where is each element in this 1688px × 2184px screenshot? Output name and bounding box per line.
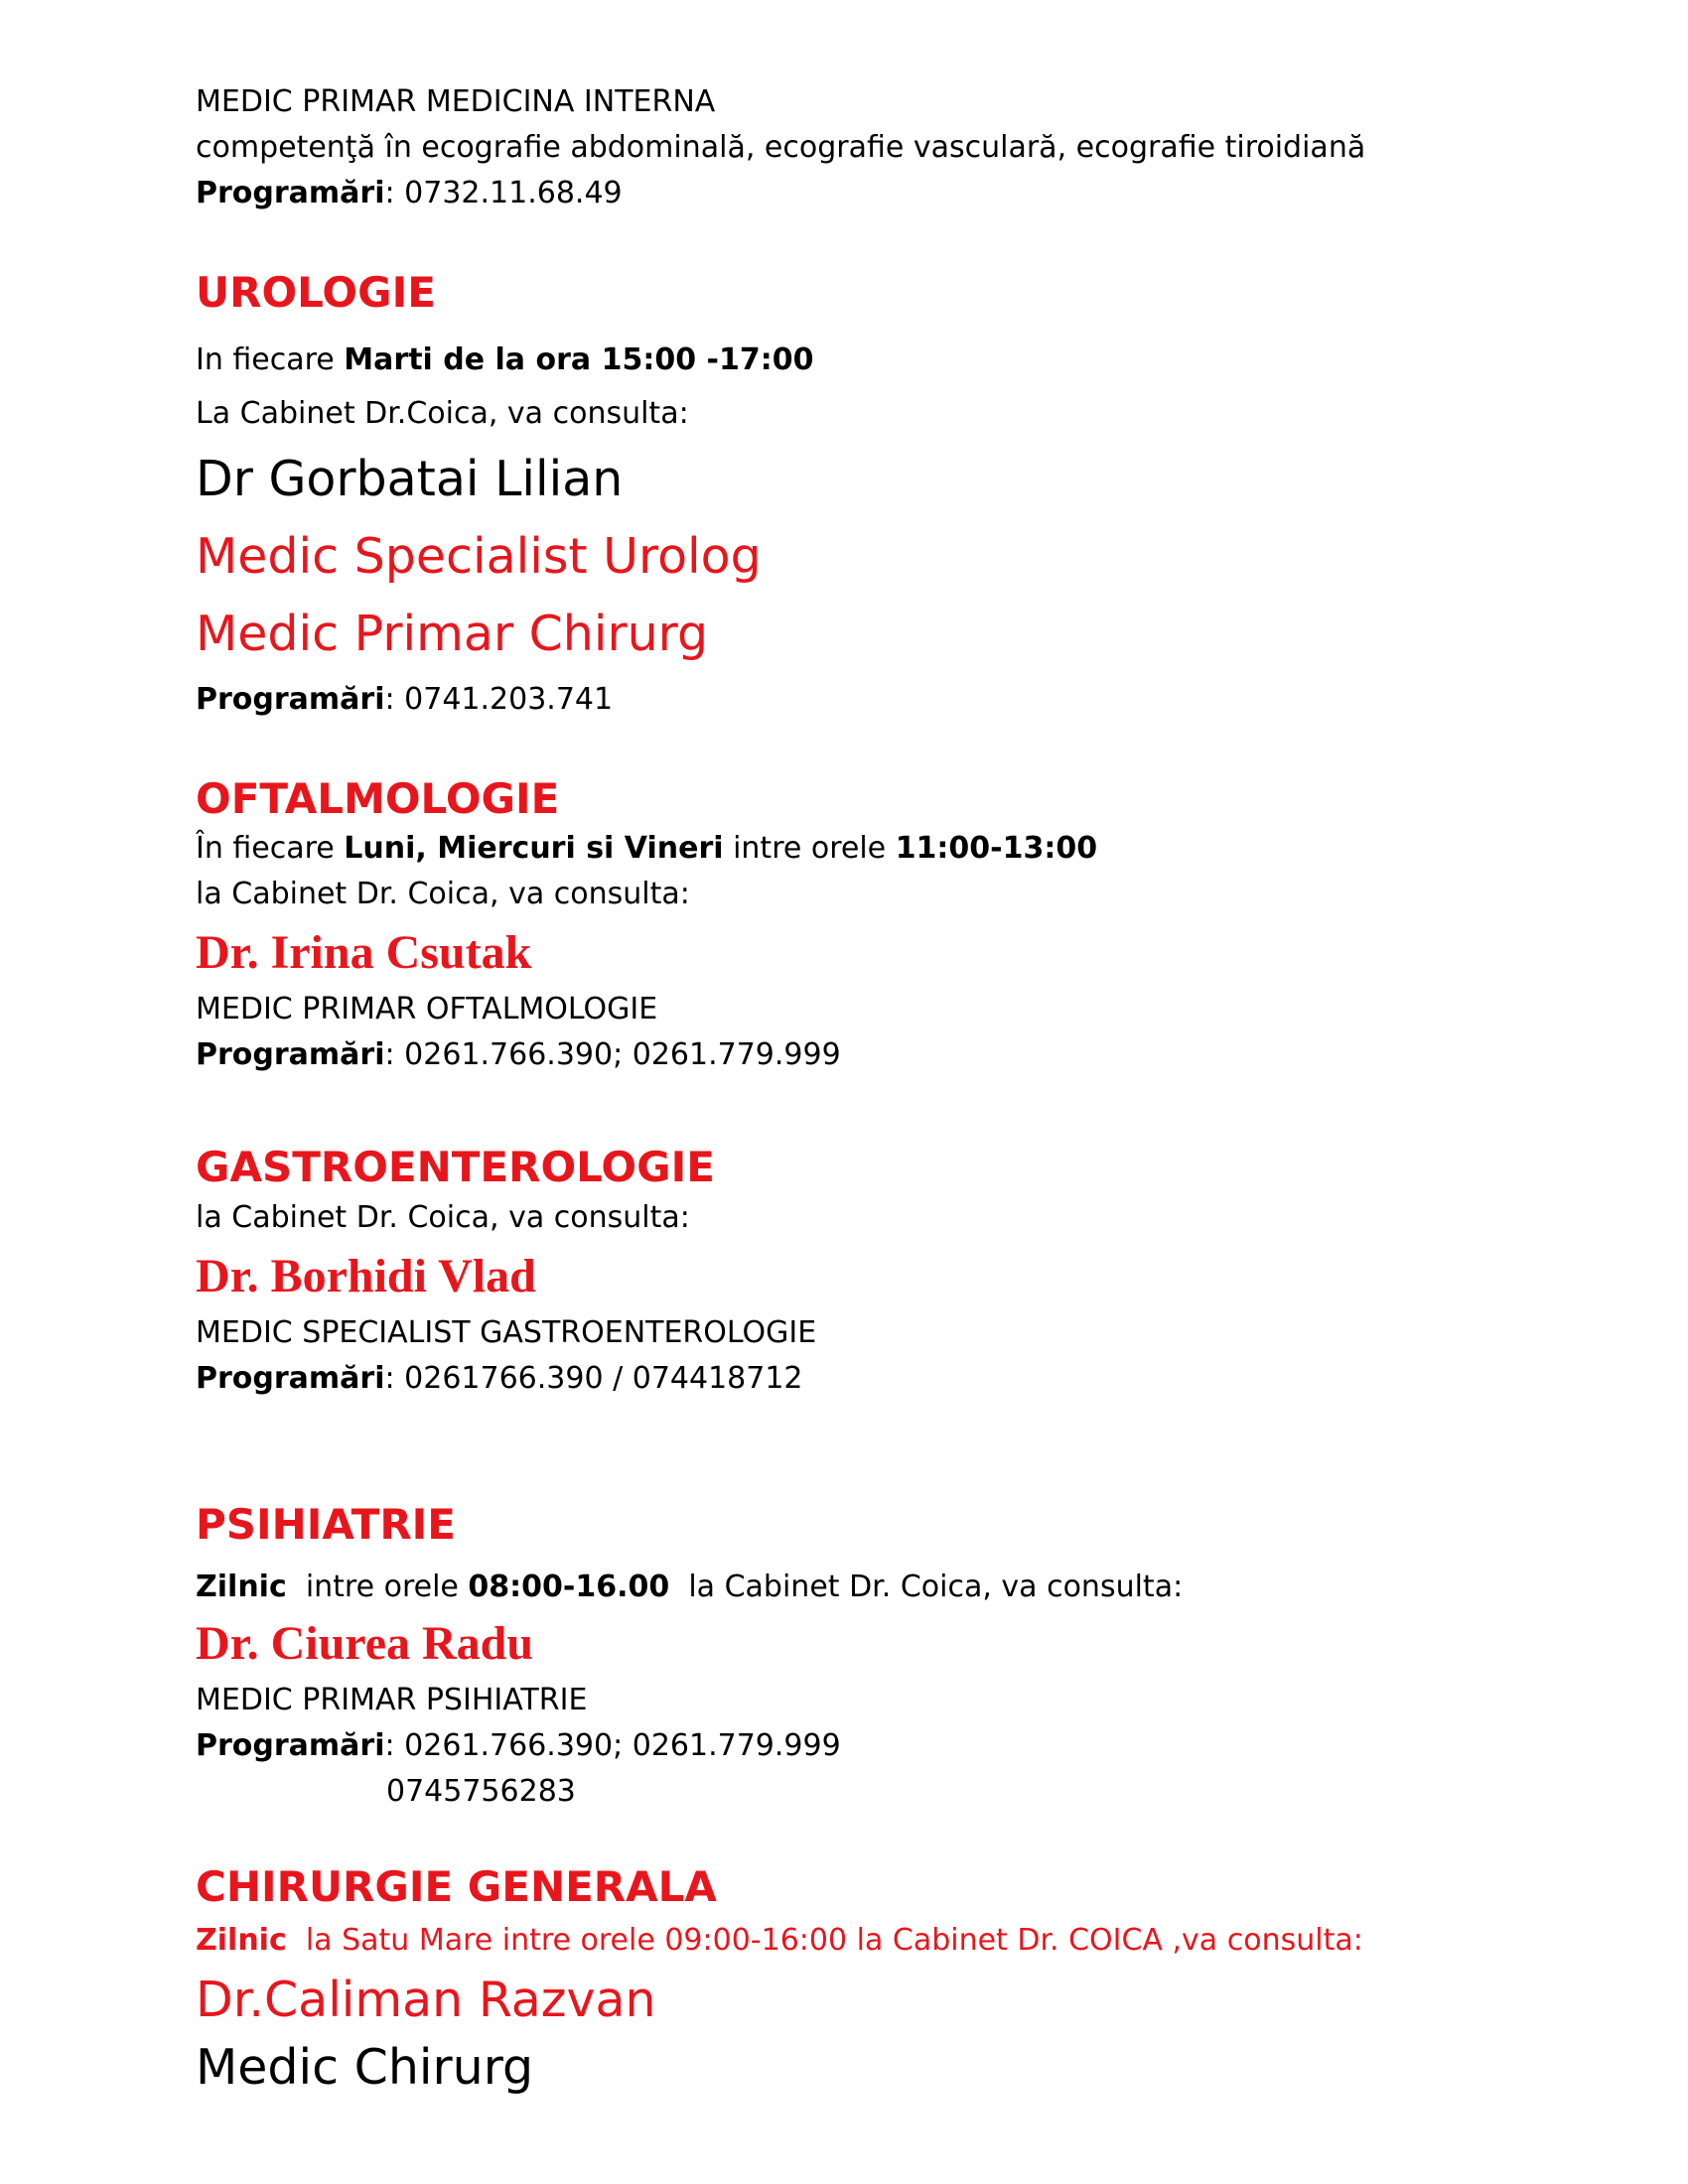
psihiatrie-doctor-title: MEDIC PRIMAR PSIHIATRIE	[196, 1683, 588, 1717]
psihiatrie-appointments	[196, 1728, 841, 1763]
psihiatrie-appointments-phone-2: 0745756283	[386, 1774, 576, 1809]
appointments-phone: 0261.766.390; 0261.779.999	[404, 1037, 841, 1072]
oftalmologie-location: la Cabinet Dr. Coica, va consulta:	[196, 877, 690, 911]
schedule-text: la Satu Mare intre orele 09:00-16:00 la Cabinet Dr. COICA ,va consulta:	[286, 1923, 1363, 1958]
appointments-label: Programări	[196, 1361, 385, 1396]
schedule-text: intre orele	[723, 831, 896, 866]
section-heading-chirurgie: CHIRURGIE GENERALA	[196, 1862, 717, 1911]
appointments-separator: :	[384, 176, 405, 210]
appointments-phone: 0261.766.390; 0261.779.999	[404, 1728, 841, 1763]
intro-title: MEDIC PRIMAR MEDICINA INTERNA	[196, 84, 716, 119]
appointments-separator: :	[384, 1037, 405, 1072]
schedule-days: Zilnic	[196, 1923, 287, 1958]
schedule-text: la Cabinet Dr. Coica, va consulta:	[669, 1570, 1184, 1604]
gastro-doctor-title: MEDIC SPECIALIST GASTROENTEROLOGIE	[196, 1315, 817, 1350]
appointments-phone: 0732.11.68.49	[404, 176, 623, 210]
section-heading-gastroenterologie: GASTROENTEROLOGIE	[196, 1143, 715, 1191]
urologie-location: La Cabinet Dr.Coica, va consulta:	[196, 396, 689, 431]
chirurgie-schedule	[196, 1923, 1363, 1958]
urologie-doctor-title-1: Medic Specialist Urolog	[196, 528, 762, 585]
chirurgie-doctor-name: Dr.Caliman Razvan	[196, 1972, 656, 2028]
psihiatrie-schedule	[196, 1572, 1183, 1602]
oftalmologie-doctor-title: MEDIC PRIMAR OFTALMOLOGIE	[196, 992, 658, 1026]
appointments-phone: 0741.203.741	[404, 682, 614, 717]
appointments-label: Programări	[196, 1037, 385, 1072]
schedule-days: Luni, Miercuri si Vineri	[344, 831, 724, 866]
urologie-appointments	[196, 682, 614, 717]
intro-appointments	[196, 176, 623, 210]
urologie-doctor-name: Dr Gorbatai Lilian	[196, 451, 624, 507]
appointments-separator: :	[384, 1728, 405, 1763]
appointments-separator: :	[384, 682, 405, 717]
oftalmologie-appointments	[196, 1037, 841, 1072]
intro-competence: competenţă în ecografie abdominală, ecografie vasculară, ecografie tiroidiană	[196, 130, 1366, 165]
gastro-appointments	[196, 1361, 803, 1396]
appointments-label: Programări	[196, 682, 385, 717]
section-heading-psihiatrie: PSIHIATRIE	[196, 1500, 456, 1549]
schedule-hours: 08:00-16.00	[468, 1570, 670, 1604]
schedule-text: intre orele	[286, 1570, 469, 1604]
appointments-phone: 0261766.390 / 074418712	[404, 1361, 803, 1396]
section-heading-urologie: UROLOGIE	[196, 268, 436, 317]
oftalmologie-schedule	[196, 831, 1098, 866]
appointments-separator: :	[384, 1361, 405, 1396]
gastro-location: la Cabinet Dr. Coica, va consulta:	[196, 1200, 690, 1235]
psihiatrie-doctor-name: Dr. Ciurea Radu	[196, 1617, 534, 1670]
schedule-text: In fiecare	[196, 342, 345, 377]
schedule-hours: 11:00-13:00	[895, 831, 1098, 866]
section-heading-oftalmologie: OFTALMOLOGIE	[196, 774, 560, 823]
chirurgie-doctor-title: Medic Chirurg	[196, 2039, 534, 2096]
oftalmologie-doctor-name: Dr. Irina Csutak	[196, 926, 532, 979]
appointments-label: Programări	[196, 1728, 385, 1763]
schedule-days: Marti de la ora 15:00 -17:00	[344, 342, 814, 377]
gastro-doctor-name: Dr. Borhidi Vlad	[196, 1250, 536, 1302]
schedule-days: Zilnic	[196, 1570, 287, 1604]
urologie-schedule	[196, 342, 814, 377]
appointments-label: Programări	[196, 176, 385, 210]
urologie-doctor-title-2: Medic Primar Chirurg	[196, 606, 709, 662]
schedule-text: În fiecare	[196, 831, 345, 866]
